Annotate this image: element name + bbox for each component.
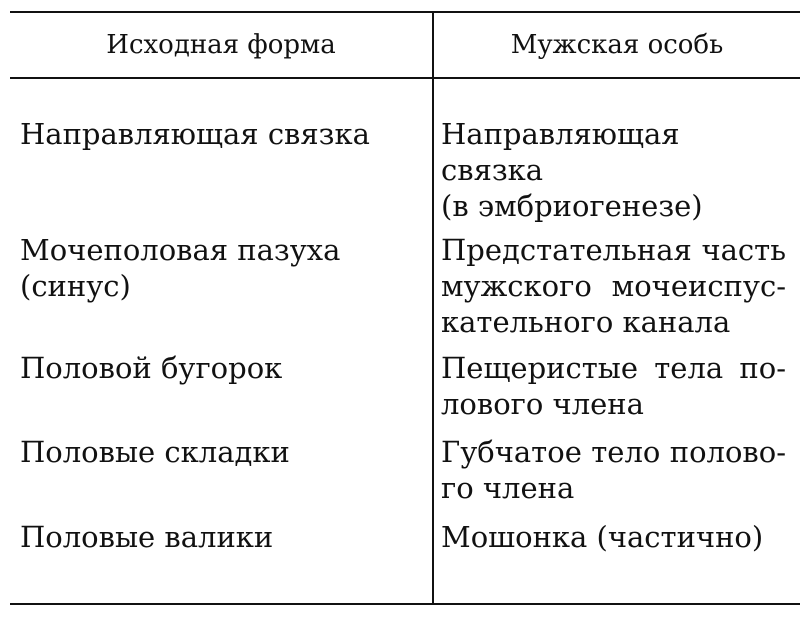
table-row-5-source — [20, 519, 420, 555]
cell-line: Направляющая связка — [20, 117, 370, 151]
column-divider — [432, 12, 434, 603]
table-row-1-source — [20, 116, 420, 152]
table-row-4-source — [20, 434, 420, 470]
cell-line: го члена — [441, 471, 575, 505]
cell-line: Губчатое тело полово- — [441, 435, 786, 469]
cell-line: мужского мочеиспус- — [441, 269, 786, 303]
table-row-5-male — [441, 519, 786, 555]
cell-line: Мошонка (частично) — [441, 520, 764, 554]
table-row-3-source — [20, 350, 420, 386]
cell-line: Пещеристые тела по- — [441, 351, 786, 385]
cell-line: (синус) — [20, 269, 131, 303]
cell-line: Мочеполовая пазуха — [20, 233, 341, 267]
header-source-form: Исходная форма — [106, 30, 336, 60]
table-top-rule — [10, 11, 800, 13]
table-row-2-source — [20, 232, 420, 304]
table-row-1-male — [441, 116, 786, 224]
table-header-rule — [10, 77, 800, 79]
cell-line: (в эмбриогенезе) — [441, 189, 703, 223]
cell-line: Половые складки — [20, 435, 290, 469]
table-row-4-male — [441, 434, 786, 506]
cell-line: лового члена — [441, 387, 644, 421]
cell-line: Предстательная часть — [441, 233, 786, 267]
cell-line: Половые валики — [20, 520, 274, 554]
table-row-2-male — [441, 232, 786, 340]
table-row-3-male — [441, 350, 786, 422]
cell-line: Половой бугорок — [20, 351, 283, 385]
cell-line: Направляющая связка — [441, 117, 680, 187]
cell-line: кательного канала — [441, 305, 731, 339]
header-male: Мужская особь — [510, 30, 724, 60]
table-bottom-rule — [10, 603, 800, 605]
